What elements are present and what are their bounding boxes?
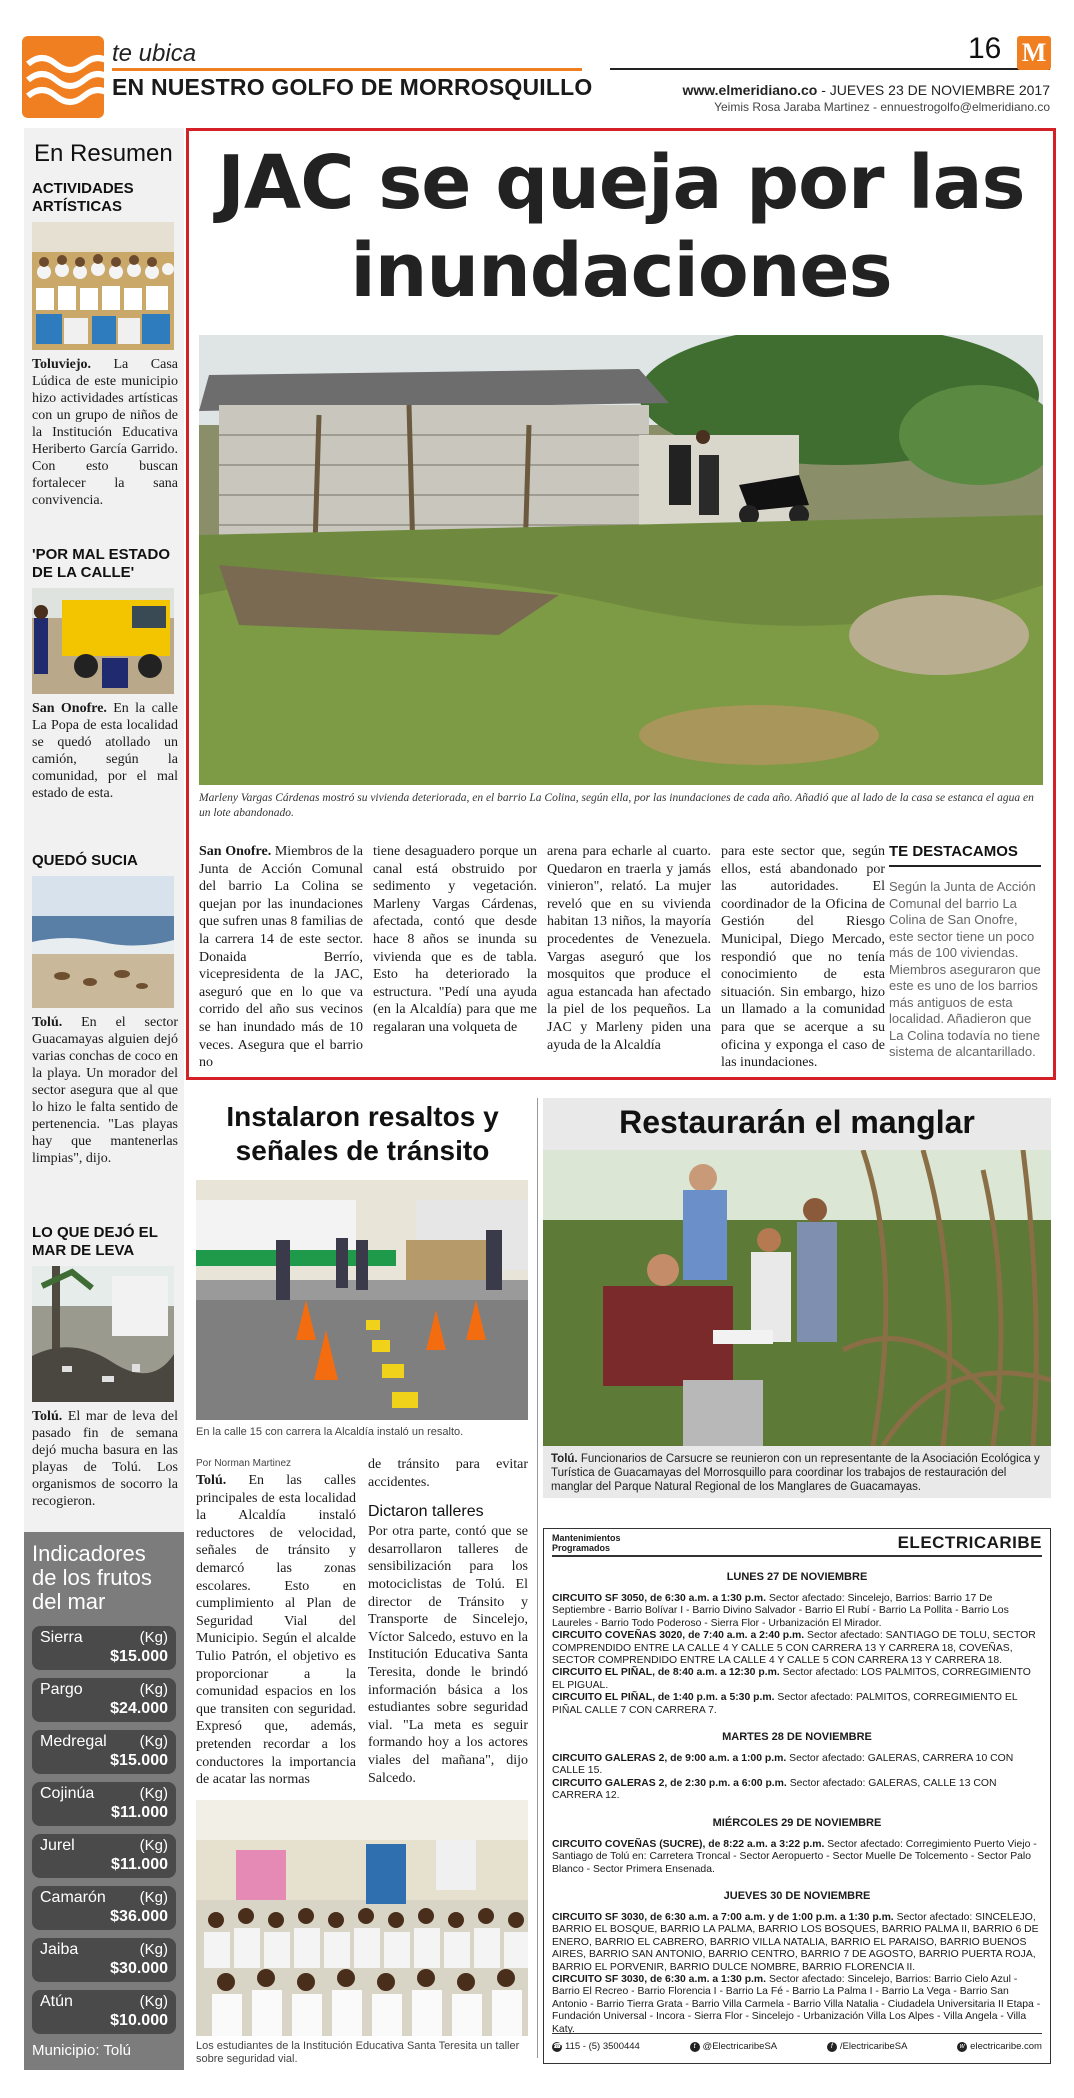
circuit-detail: Sector afectado: PALMITOS, CORREGIMIENTO EL PIÑAL CALLE 7 CON CARRERA 7. <box>552 1692 1018 1716</box>
resumen-item <box>32 546 178 802</box>
day-heading: JUEVES 30 DE NOVIEMBRE <box>723 1889 871 1902</box>
circuit-name: CIRCUITO SF 3030, de 6:30 a.m. a 7:00 a.m. y de 1:00 p.m. a 1:30 p.m. <box>552 1911 894 1923</box>
main-photo-caption: Marleny Vargas Cárdenas mostró su vivienda deteriorada, en el barrio La Colina, según ella, por las inundaciones de cada año. Añadió que al lado de la casa se estanca el agua en un lote abandonado. <box>199 792 1034 819</box>
page-number: 16 <box>968 32 1002 65</box>
unit: (Kg) <box>139 1837 168 1854</box>
manglar-caption <box>543 1446 1051 1498</box>
indicators-title: Indicadores de los frutos del mar <box>32 1541 152 1614</box>
article-col-1 <box>199 843 363 1072</box>
web-icon: w <box>957 2042 967 2052</box>
fish-name: Pargo <box>40 1681 83 1698</box>
fish-price: $10.000 <box>110 2012 168 2029</box>
dateline-place: San Onofre. <box>199 844 272 859</box>
price-row <box>32 1678 176 1722</box>
orange-rule <box>112 68 582 71</box>
circuit-detail: Sector afectado: Sincelejo, Barrios: Barrio 17 De Septiembre - Barrio Bolívar I - Barrio Divino Salvador - Barrio El Rubí - Barrio La Pollita - Barrio Los Laureles - Barrio Todo Poderoso - Sierra Flor - Urbanización El Mirador. <box>552 1593 1009 1629</box>
flooded-house-photo <box>199 335 1043 785</box>
resumen-text <box>32 700 178 802</box>
facebook-contact[interactable] <box>827 2041 908 2052</box>
header-rule <box>610 68 1050 70</box>
fish-name: Camarón <box>40 1889 106 1906</box>
meridiano-badge: M <box>1017 36 1051 70</box>
price-row <box>32 1938 176 1982</box>
circuit-entry <box>552 1667 1042 1692</box>
resumen-place: San Onofre. <box>32 701 107 716</box>
circuit-name: CIRCUITO EL PIÑAL, de 8:40 a.m. a 12:30 p.m. <box>552 1667 780 1679</box>
fish-name: Medregal <box>40 1733 107 1750</box>
author-byline: Por Norman Martinez <box>196 1458 292 1469</box>
page-header <box>0 0 1074 122</box>
resumen-text <box>32 356 178 509</box>
date: - JUEVES 23 DE NOVIEMBRE 2017 <box>817 82 1050 98</box>
resaltos-col-1 <box>196 1472 356 1789</box>
resumen-item <box>32 180 178 509</box>
speed-bump-photo <box>196 1180 528 1420</box>
phone-contact[interactable] <box>552 2041 640 2052</box>
resumen-body: En el sector Guacamayas alguien dejó varias conchas de coco en la playa. Un morador del sector asegura que al que lo hizo le falta sentido de pertenencia. "Las playas hay que mantenerlas limpias", dijo. <box>32 1015 178 1166</box>
editor-credit: Yeimis Rosa Jaraba Martinez - ennuestrogolfo@elmeridiano.co <box>714 100 1050 114</box>
day-heading: LUNES 27 DE NOVIEMBRE <box>726 1571 868 1583</box>
te-destacamos-box <box>889 843 1041 1061</box>
truck-photo <box>32 588 174 694</box>
resumen-place: Toluviejo. <box>32 357 91 372</box>
circuit-entry <box>552 1912 1042 1974</box>
twitter-handle: @ElectricaribeSA <box>702 2041 778 2052</box>
resumen-text <box>32 1014 178 1167</box>
fish-name: Sierra <box>40 1629 83 1646</box>
unit: (Kg) <box>139 1629 168 1646</box>
circuit-entry <box>552 1630 1042 1667</box>
fish-name: Jaiba <box>40 1941 79 1958</box>
caption-text: Funcionarios de Carsucre se reunieron con un representante de la Asociación Ecológica y Turística de Guacamayas del Morrosquillo para coordinar los trabajos de restauración del manglar del Parque Natural Regional de los Manglares de Guacamayas. <box>551 1453 1040 1493</box>
fish-name: Atún <box>40 1993 73 2010</box>
unit: (Kg) <box>139 1993 168 2010</box>
fish-name: Cojinúa <box>40 1785 95 1802</box>
section-title: EN NUESTRO GOLFO DE MORROSQUILLO <box>112 74 593 100</box>
fish-price: $30.000 <box>110 1960 168 1977</box>
fish-price: $24.000 <box>110 1700 168 1717</box>
destacamos-text: Según la Junta de Acción Comunal del barrio La Colina de San Onofre, este sector tiene un poco más de 100 viviendas. Miembros aseguraron que este es uno de los barrios más antiguos de esta localidad. Añadieron que La Colina todavía no tiene sistema de alcantarillado. <box>889 879 1041 1059</box>
web-contact[interactable] <box>957 2041 1042 2052</box>
mangrove-photo <box>543 1150 1051 1446</box>
facebook-handle: /ElectricaribeSA <box>839 2041 908 2052</box>
main-article <box>186 128 1056 1080</box>
twitter-icon: t <box>690 2042 700 2052</box>
circuit-entry <box>552 1753 1042 1778</box>
dateline-place: Tolú. <box>551 1453 578 1465</box>
circuit-name: CIRCUITO EL PIÑAL, de 1:40 p.m. a 5:30 p.m. <box>552 1692 775 1704</box>
ad-label: Mantenimientos Programados <box>552 1533 621 1553</box>
resumen-body: La Casa Lúdica de este municipio hizo actividades artísticas con un grupo de niños de la Institución Educativa Heriberto García Garrido. Con esto buscan fortalecer la sana convivencia. <box>32 357 178 508</box>
resaltos-caption: En la calle 15 con carrera la Alcaldía instaló un resalto. <box>196 1426 464 1438</box>
ad-footer <box>552 2033 1042 2059</box>
dateline-place: Tolú. <box>196 1473 227 1488</box>
brand-name: ELECTRICARIBE <box>897 1533 1042 1552</box>
section-kicker: te ubica <box>112 40 197 67</box>
phone-icon: ☎ <box>552 2042 562 2050</box>
resumen-head: ACTIVIDADES ARTÍSTICAS <box>32 180 134 215</box>
circuit-detail: Sector afectado: Sincelejo, Barrios: Barrio Cielo Azul - Barrio El Recreo - Barrio Florencia I - Barrio La Fé - Barrio La Palma I - Barrio La Vega - Barrio San Antonio - Barrio Tierra Grata - Barrio Villa Carmela - Barrio Villa Natalia - Ciudadela Universitaria II Etapa - Fundación Universal - Incora - Sierra Flor - Sincelejo - Urbanización Villa Los Alpes - Villa Angela - Villa Katy. <box>552 1973 1041 2035</box>
col-text: de tránsito para evitar accidentes. <box>368 1457 528 1490</box>
circuit-detail: Sector afectado: GALERAS, CALLE 13 CON CARRERA 12. <box>552 1777 997 1802</box>
article-col-3: arena para echarle al cuarto. Quedaron en traerla y jamás vinieron", relató. La mujer reveló que en su vivienda habitan 13 niños, la mayoría procedentes de Venezuela. Vargas aseguró que los mosquitos que produce el agua estancada han afectado la piel de los pequeños. La JAC y Marleny piden una ayuda de la Alcaldía <box>547 844 711 1053</box>
kids-photo <box>32 222 174 350</box>
ad-header <box>552 1529 1042 1557</box>
municipio-note: Municipio: Tolú <box>32 2042 131 2059</box>
electricaribe-maintenance-ad <box>543 1528 1051 2064</box>
circuit-entry <box>552 1593 1042 1630</box>
price-row <box>32 1990 176 2034</box>
resumen-text <box>32 1408 178 1510</box>
circuit-entry <box>552 1692 1042 1717</box>
unit: (Kg) <box>139 1681 168 1698</box>
subheading: Dictaron talleres <box>368 1503 484 1521</box>
circuit-entry <box>552 1839 1042 1876</box>
circuit-detail: Sector afectado: Corregimiento Puerto Viejo - Santiago de Tolú en: Carretera Troncal - Sector Aeropuerto - Sector Muelle De Tolcemento - Sector Palo Blanco - Sector Primera Ensenada. <box>552 1838 1037 1875</box>
circuit-detail: Sector afectado: SANTIAGO DE TOLU, SECTOR COMPRENDIDO ENTRE LA CALLE 4 Y CALLE 5 CON CARRERA 13 Y CARRERA 18, COVEÑAS, SECTOR COMPRENDIDO ENTRE LA CALLE 4 Y CALLE 5 CON CARRERA 13 Y CARRERA 18. <box>552 1630 1036 1667</box>
students-caption: Los estudiantes de la Institución Educativa Santa Teresita un taller sobre seguridad vial. <box>196 2040 520 2065</box>
unit: (Kg) <box>139 1785 168 1802</box>
unit: (Kg) <box>139 1733 168 1750</box>
fish-price: $15.000 <box>110 1752 168 1769</box>
price-row <box>32 1626 176 1670</box>
resumen-place: Tolú. <box>32 1015 63 1030</box>
article-col-2: tiene desaguadero porque un canal está obstruido por sedimento y vegetación. Marleny Vargas Cárdenas, afectada, contó que desde hace 8 años se inunda su vivienda que es de tabla. Esto ha deteriorado la estructura. "Pedí una ayuda (en la Alcaldía) para que me regalaran una volqueta de <box>373 844 537 1035</box>
resaltos-headline: Instalaron resaltos y señales de tránsito <box>226 1101 499 1166</box>
circuit-name: CIRCUITO SF 3050, de 6:30 a.m. a 1:30 p.m. <box>552 1593 767 1604</box>
circuit-detail: Sector afectado: GALERAS, CARRERA 10 CON CALLE 15. <box>552 1753 1014 1777</box>
column-divider <box>537 1098 538 2058</box>
fish-price: $36.000 <box>110 1908 168 1925</box>
unit: (Kg) <box>139 1889 168 1906</box>
debris-photo <box>32 1266 174 1402</box>
price-row <box>32 1730 176 1774</box>
dateline <box>683 82 1051 98</box>
day-heading: MIÉRCOLES 29 DE NOVIEMBRE <box>712 1816 882 1829</box>
section-logo <box>22 36 104 118</box>
article-col-4: para este sector que, según ellos, está abandonado por las autoridades. El coordinador de la Oficina de Gestión del Riesgo Municipal, Diego Mercado, respondió que no tenía conocimiento de esta situación. Sin embargo, hizo un llamado a la comunidad para que se acerque a su oficina y exponga el caso de las inundaciones. <box>721 844 885 1071</box>
waves-icon <box>22 36 104 118</box>
circuit-name: CIRCUITO COVEÑAS 3020, de 7:40 a.m. a 2:40 p.m. <box>552 1630 805 1642</box>
fish-price: $11.000 <box>111 1804 168 1821</box>
circuit-entry <box>552 1778 1042 1803</box>
fish-price: $15.000 <box>110 1648 168 1665</box>
resumen-head: 'POR MAL ESTADO DE LA CALLE' <box>32 546 171 581</box>
seafood-price-indicators <box>24 1532 184 2070</box>
unit: (Kg) <box>139 1941 168 1958</box>
price-row <box>32 1782 176 1826</box>
students-photo <box>196 1800 528 2036</box>
circuit-name: CIRCUITO GALERAS 2, de 2:30 p.m. a 6:00 p.m. <box>552 1777 787 1789</box>
resaltos-col-2 <box>368 1456 528 1787</box>
price-row <box>32 1834 176 1878</box>
circuit-name: CIRCUITO COVEÑAS (SUCRE), de 8:22 a.m. a 3:22 p.m. <box>552 1838 825 1850</box>
phone-number: 115 - (5) 3500444 <box>565 2041 640 2052</box>
circuit-name: CIRCUITO GALERAS 2, de 9:00 a.m. a 1:00 p.m. <box>552 1753 787 1765</box>
resumen-body: En la calle La Popa de esta localidad se quedó atollado un camión, según la comunidad, por el mal estado de esta. <box>32 701 178 801</box>
resumen-item <box>32 1224 178 1510</box>
circuit-detail: Sector afectado: SINCELEJO, BARRIO EL BOSQUE, BARRIO LA PALMA, BARRIO LOS BOSQUES, BARRIO PALMA II, BARRIO 6 DE ENERO, BARRIO EL CABRERO, BARRIO VILLA NATALIA, BARRIO EL PARAISO, BARRIO BUENOS AIRES, BARRIO SAN ANTONIO, BARRIO CENTRO, BARRIO 7 DE AGOSTO, BARRIO PUERTA ROJA, BARRIO EL PORVENIR, BARRIO DULCE NOMBRE, BARRIO FLORENCIA II. <box>552 1911 1039 1973</box>
beach-photo <box>32 876 174 1008</box>
facebook-icon: f <box>827 2042 837 2052</box>
circuit-name: CIRCUITO SF 3030, de 6:30 a.m. a 1:30 p.m. <box>552 1973 767 1985</box>
main-headline: JAC se queja por las inundaciones <box>217 140 1025 314</box>
day-heading: MARTES 28 DE NOVIEMBRE <box>722 1731 872 1744</box>
resumen-place: Tolú. <box>32 1409 63 1424</box>
fish-name: Jurel <box>40 1837 75 1854</box>
twitter-contact[interactable] <box>690 2041 778 2052</box>
price-row <box>32 1886 176 1930</box>
fish-price: $11.000 <box>111 1856 168 1873</box>
manglar-headline: Restaurarán el manglar <box>619 1104 975 1140</box>
web-url: electricaribe.com <box>970 2041 1042 2052</box>
resumen-head: LO QUE DEJÓ EL MAR DE LEVA <box>32 1224 158 1259</box>
col-text: Miembros de la Junta de Acción Comunal del barrio La Colina se quejan por las inundaciones que sufren unas 8 familias de la carrera 14 de este sector. Donaida Berrío, vicepresidenta de la JAC, aseguró que en lo que va corrido del año sus vecinos se han inundado más de 10 veces. Asegura que el barrio no <box>199 844 363 1071</box>
circuit-entry <box>552 1974 1042 2036</box>
col-text: Por otra parte, contó que se desarrollaron talleres de sensibilización para los motociclistas de Tolú. El director de Tránsito y Transporte de Sincelejo, Víctor Salcedo, estuvo en la Institución Educativa Santa Teresita, donde le brindó información básica a los estudiantes sobre seguridad vial. "La meta es seguir formando hoy a los actores viales del mañana", dijo Salcedo. <box>368 1524 528 1786</box>
col-text: En las calles principales de esta localidad la Alcaldía instaló reductores de velocidad, señales de tránsito y demarcó las zonas escolares. Esto en cumplimiento al Plan de Seguridad Vial del Municipio. Según el alcalde Tulio Patrón, el objetivo es proporcionar a la comunidad espacios en los que transiten con seguridad. Expresó que, además, pretenden recordar a los conductores la importancia de acatar las normas <box>196 1473 356 1788</box>
sidebar-title: En Resumen <box>34 140 173 167</box>
resumen-body: El mar de leva del pasado fin de semana dejó mucha basura en las playas de Tolú. Los organismos de socorro la recogieron. <box>32 1409 178 1509</box>
resumen-item <box>32 852 178 1167</box>
site-url[interactable]: www.elmeridiano.co <box>682 82 818 98</box>
resumen-head: QUEDÓ SUCIA <box>32 852 138 869</box>
destacamos-title: TE DESTACAMOS <box>889 843 1041 867</box>
circuit-detail: Sector afectado: LOS PALMITOS, CORREGIMIENTO EL PIGUAL. <box>552 1667 1031 1691</box>
